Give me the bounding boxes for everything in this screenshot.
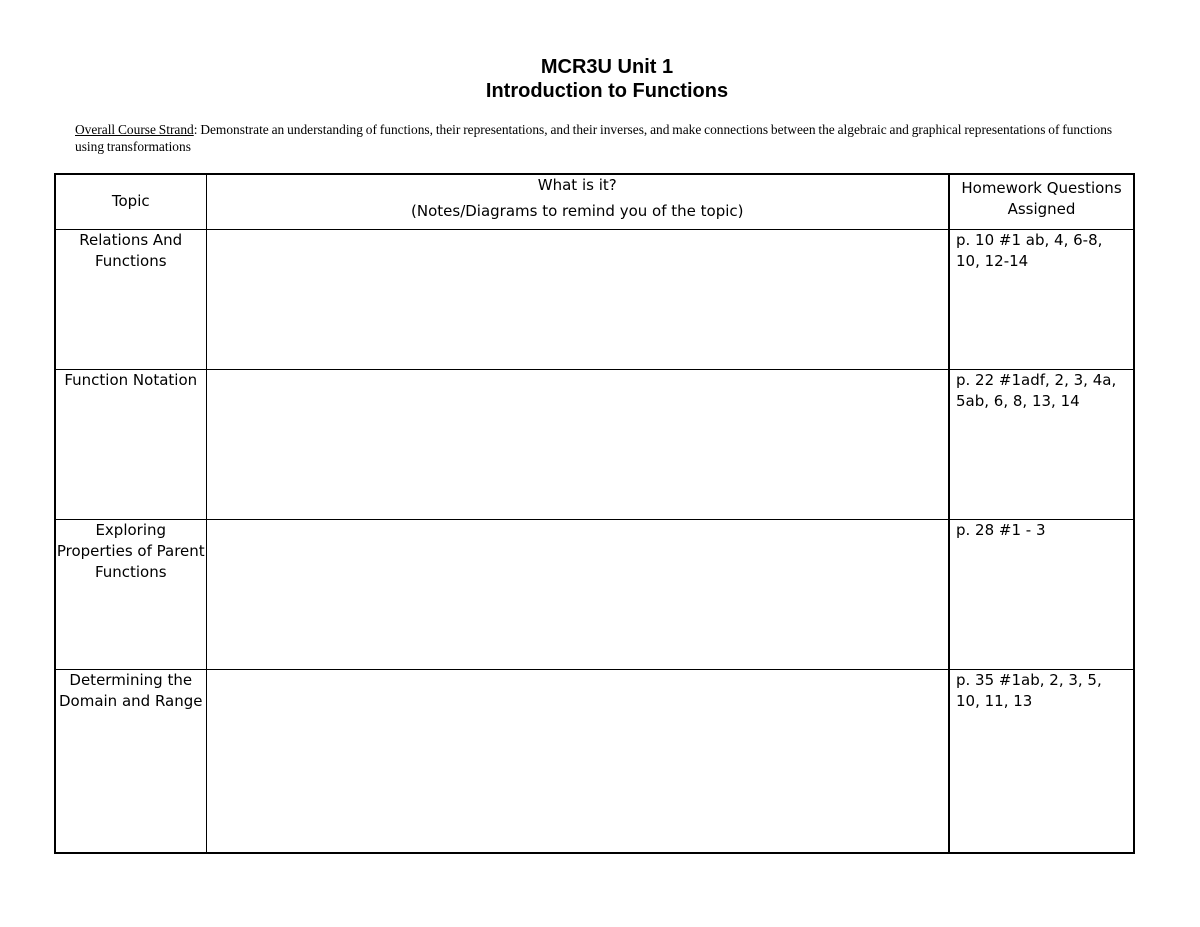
topic-cell: Determining the Domain and Range	[55, 669, 206, 853]
notes-cell[interactable]	[206, 369, 949, 519]
homework-cell: p. 28 #1 - 3	[949, 519, 1134, 669]
header-what-line-1: What is it?	[537, 176, 617, 194]
notes-cell[interactable]	[206, 669, 949, 853]
header-topic: Topic	[55, 174, 206, 229]
homework-cell: p. 35 #1ab, 2, 3, 5, 10, 11, 13	[949, 669, 1134, 853]
topic-cell: Relations And Functions	[55, 229, 206, 369]
strand-text: : Demonstrate an understanding of functions, their representations, and their inverses, and make connections between the algebraic and graphical representations of functions using transformations	[75, 122, 1113, 154]
table-header-row	[55, 174, 1134, 229]
strand-label: Overall Course Strand	[75, 122, 194, 137]
topic-cell: Exploring Properties of Parent Functions	[55, 519, 206, 669]
table-row	[55, 229, 1134, 369]
document-title	[0, 55, 1200, 103]
notes-cell[interactable]	[206, 519, 949, 669]
header-what-line-2: (Notes/Diagrams to remind you of the topic)	[411, 202, 744, 220]
topic-cell: Function Notation	[55, 369, 206, 519]
table-row	[55, 519, 1134, 669]
header-what-is-it	[206, 174, 949, 229]
title-line-1: MCR3U Unit 1	[540, 56, 674, 78]
homework-cell: p. 10 #1 ab, 4, 6-8, 10, 12-14	[949, 229, 1134, 369]
header-homework: Homework Questions Assigned	[949, 174, 1134, 229]
unit-table	[54, 173, 1135, 854]
course-strand	[75, 121, 1125, 155]
title-line-2: Introduction to Functions	[485, 80, 729, 102]
table-row	[55, 369, 1134, 519]
homework-cell: p. 22 #1adf, 2, 3, 4a, 5ab, 6, 8, 13, 14	[949, 369, 1134, 519]
table-row	[55, 669, 1134, 853]
notes-cell[interactable]	[206, 229, 949, 369]
